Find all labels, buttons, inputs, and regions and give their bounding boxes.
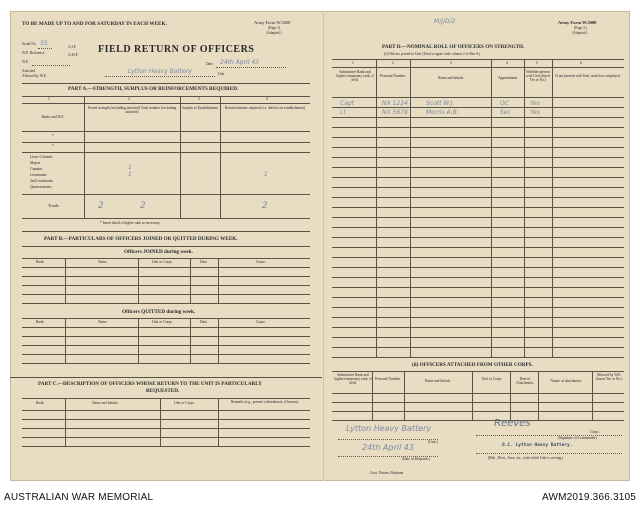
part-c-col-name: Name and Initials.	[92, 401, 119, 405]
quitted-title: Officers QUITTED during week.	[122, 309, 196, 315]
attached-header-rank: Substantive Rank and highest temporary rank, if held.	[334, 373, 372, 386]
part-a-footnote: * Insert detail of higher rank as necessary.	[100, 221, 161, 225]
ink-row2-present: Yes	[530, 109, 540, 116]
part-d-header-rank: Substantive Rank and highest temporary rank, if held.	[336, 70, 374, 83]
signature-caption: (Signature of Commander)	[558, 436, 597, 440]
source-caption: AUSTRALIAN WAR MEMORIAL	[4, 492, 154, 503]
page-1	[10, 11, 322, 481]
part-a-header-posted: Posted strength (excluding attached) Total number (excluding attached)	[87, 106, 177, 115]
ink-row2-number: NX 5678	[382, 109, 408, 116]
quitted-col-unit: Unit or Corps.	[152, 320, 173, 324]
bde-caption: (Bde., Divn., Area, etc., with which Unit is serving.)	[488, 456, 564, 460]
part-d-header-number: Personal Number.	[380, 74, 406, 78]
we-label: W.E.	[22, 60, 30, 64]
corps-label: Corps.	[590, 430, 600, 434]
ink-lieutenants: 1	[128, 171, 132, 178]
attached-header-name: Name and Initials.	[424, 379, 452, 383]
part-d-col-3: 3	[450, 61, 452, 65]
part-a-col-1: 1	[48, 97, 50, 101]
joined-col-date: Date.	[200, 260, 208, 264]
form-page-2: (Page 2.)	[574, 26, 587, 30]
total-col-1: 2	[98, 201, 104, 211]
page-fold	[323, 11, 325, 481]
form-number-2: Army Form W.3008	[558, 20, 597, 25]
part-b-heading: PART B.—PARTICULARS OF OFFICERS JOINED OR QUITTED DURING WEEK.	[44, 236, 238, 242]
total-col-4: 2	[262, 201, 268, 211]
form-page: (Page 1)	[268, 26, 281, 30]
document-sheet	[10, 11, 630, 481]
attached-header-unit: Unit or Corps.	[481, 377, 503, 381]
part-a-col-3: 3	[198, 97, 200, 101]
amf-label: A.M.F.	[68, 53, 79, 57]
rank-quartermasters: Quartermasters	[30, 185, 52, 189]
allowed-label: Allowed by W.E.	[22, 74, 47, 78]
part-a-header-reinforcements: Reinforcements required (i.e. deficits on establishment)	[225, 106, 305, 110]
ink-reinforcements: 1	[264, 171, 268, 178]
we-reference-label: W.E. Reference	[22, 51, 45, 55]
form-adapted: (Adapted.)	[266, 31, 282, 35]
date-value: 24th April 43	[220, 59, 259, 66]
attached-header-nature: Nature of attachment.	[550, 379, 582, 383]
form-number: Army Form W.3008	[254, 20, 291, 25]
ink-row1-appointment: OC	[500, 100, 509, 107]
serial-value: 35	[40, 40, 48, 47]
date-label: Date	[206, 62, 213, 66]
quitted-col-name: Name.	[98, 320, 108, 324]
rank-captains: Captains	[30, 167, 43, 171]
part-d-col-1: 1	[352, 61, 354, 65]
unit-name-handwritten: Lytton Heavy Battery	[128, 68, 192, 75]
quitted-col-cause: Cause.	[256, 320, 266, 324]
form-title: FIELD RETURN OF OFFICERS	[98, 44, 255, 55]
page-2	[326, 11, 630, 481]
top-instruction: TO BE MADE UP TO AND FOR SATURDAY IN EACH WEEK.	[22, 21, 167, 27]
part-d-sub-i: (i) Officers posted to Unit (Total to agree with column 2 of Part A).	[384, 52, 481, 56]
quitted-col-rank: Rank.	[36, 320, 45, 324]
signature-unit-handwritten: Lytton Heavy Battery	[346, 424, 432, 433]
unit-label: Unit	[218, 72, 225, 76]
totals-label: Totals	[48, 203, 59, 208]
ink-row1-name: Scott W.J.	[426, 100, 455, 107]
part-d-sub-ii: (ii) OFFICERS ATTACHED FROM OTHER CORPS.	[412, 362, 533, 368]
ink-row2-rank: Lt	[340, 109, 346, 116]
attached-label: Attached	[22, 69, 35, 73]
part-c-col-rank: Rank.	[36, 401, 45, 405]
part-a-col-4: 4	[266, 97, 268, 101]
rank-majors: Majors	[30, 161, 41, 165]
part-a-heading: PART A.—STRENGTH, SURPLUS OR REINFORCEMENTS REQUIRED.	[68, 86, 239, 92]
part-d-header-name: Name and Initials.	[437, 76, 465, 80]
part-d-col-4: 4	[506, 61, 508, 65]
form-adapted-2: (Adapted.)	[572, 31, 588, 35]
rank-lieut-colonels: Lieut.-Colonels	[30, 155, 53, 159]
attached-header-number: Personal Number.	[375, 377, 401, 381]
ink-row1-number: NX 1234	[382, 100, 408, 107]
part-c-col-unit: Unit or Corps.	[174, 401, 195, 405]
ink-reference-top: M/J/D/2	[434, 18, 456, 25]
joined-col-name: Name.	[98, 260, 108, 264]
rank-lieutenants: Lieutenants	[30, 173, 47, 177]
joined-col-rank: Rank.	[36, 260, 45, 264]
joined-title: Officers JOINED during week.	[124, 249, 193, 255]
part-a-col-2: 2	[128, 97, 130, 101]
attached-header-date: Date of Attachment.	[516, 377, 534, 386]
part-c-heading-line1: PART C.—DESCRIPTION OF OFFICERS WHOSE RETURN TO THE UNIT IS PARTICULARLY	[38, 381, 263, 387]
ink-row2-appointment: Sec	[500, 109, 511, 116]
aif-label: A.I.F.	[68, 45, 77, 49]
joined-col-unit: Unit or Corps.	[152, 260, 173, 264]
part-d-header-present: Whether present with Unit (Insert Yes or No.)	[526, 70, 550, 83]
part-c-col-remarks: Remarks (e.g., present whereabouts, if known).	[230, 400, 300, 404]
part-d-col-6: 6	[580, 61, 582, 65]
ink-row2-name: Morris A.B.	[426, 109, 459, 116]
joined-col-cause: Cause.	[256, 260, 266, 264]
total-col-2: 2	[140, 201, 146, 211]
rank-star-1: *	[52, 134, 54, 138]
part-d-header-appointment: Appointment.	[498, 76, 518, 80]
ink-captains: 1	[128, 164, 132, 171]
printer-note: Govt. Printer, Brisbane.	[370, 471, 405, 475]
oc-stamp: O.C. Lytton Heavy Battery.	[502, 443, 573, 448]
rank-2nd-lieutenants: 2nd Lieutenants	[30, 179, 54, 183]
quitted-col-date: Date.	[200, 320, 208, 324]
part-c-heading-line2: REQUESTED.	[146, 388, 180, 394]
unit-caption: (Unit.)	[428, 440, 438, 444]
part-d-col-5: 5	[536, 61, 538, 65]
part-d-heading: PART D.—NOMINAL ROLL OF OFFICERS ON STRENGTH.	[382, 44, 525, 50]
ink-row1-present: Yes	[530, 100, 540, 107]
ink-row1-rank: Capt	[340, 100, 355, 107]
date-despatch-caption: (Date of Despatch.)	[402, 457, 431, 461]
part-d-col-2: 2	[392, 61, 394, 65]
serial-label: Serial No.	[22, 42, 37, 46]
rank-star-2: *	[52, 144, 54, 148]
part-a-header-ranks: Ranks and W.E.	[41, 115, 65, 119]
part-a-header-surplus: Surplus to Establishment	[182, 106, 218, 110]
part-d-header-employed: If not present with Unit, state how employed.	[555, 74, 621, 78]
date-despatch-handwritten: 24th April 43	[362, 443, 414, 452]
attached-header-allowed: Allowed by W.E. (Insert Yes or No.)	[595, 373, 623, 382]
accession-number: AWM2019.366.3105	[541, 492, 636, 503]
commander-signature: Reeves	[494, 418, 531, 429]
